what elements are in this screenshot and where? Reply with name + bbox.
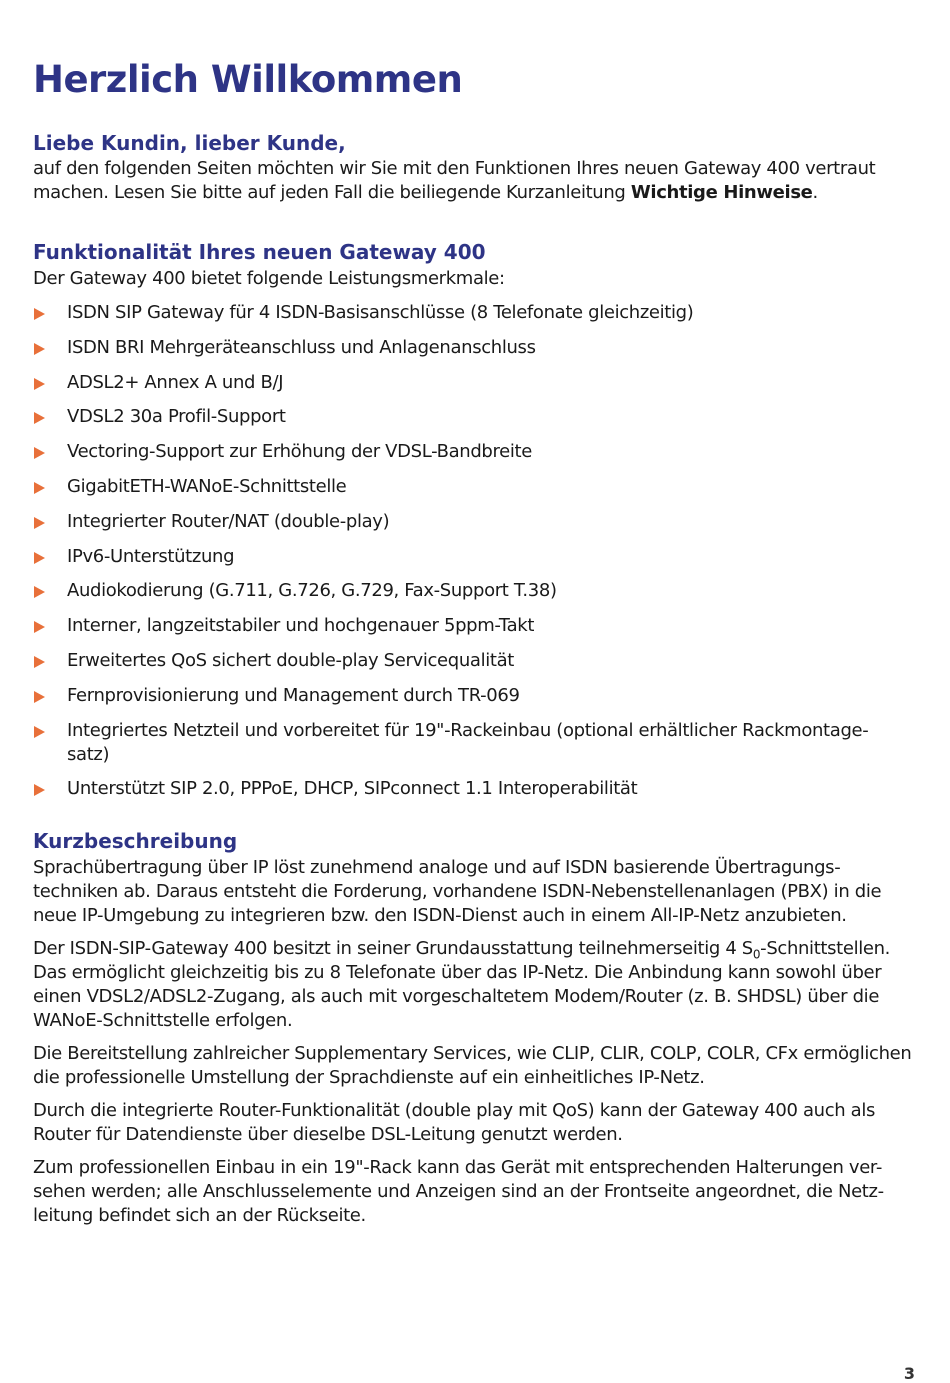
feature-text: Unterstützt SIP 2.0, PPPoE, DHCP, SIPconnect 1.1 Interoperabilität: [67, 778, 638, 800]
feature-list: [33, 301, 915, 801]
short-description-heading: Kurzbeschreibung: [33, 829, 238, 854]
feature-text: Erweitertes QoS sichert double-play Servicequalität: [67, 649, 514, 671]
description-paragraph: Sprachübertragung über IP löst zunehmend analoge und auf ISDN basierende Übertragungs- techniken ab. Daraus entsteht die Forderung, vorhandene ISDN-Nebenstellenanlagen (PBX) in die neue IP-Umgebung zu integrieren bzw. den ISDN-Dienst auch in einem All-IP-Netz anzubieten.: [33, 857, 882, 927]
feature-item: [33, 545, 915, 569]
greeting-text: [33, 157, 915, 205]
page-number: 3: [903, 1364, 915, 1383]
bullet-arrow-icon: [34, 447, 45, 459]
feature-text: Integrierter Router/NAT (double-play): [67, 510, 390, 532]
page-title: Herzlich Willkommen: [33, 58, 463, 101]
bullet-arrow-icon: [34, 784, 45, 796]
functionality-heading: Funktionalität Ihres neuen Gateway 400: [33, 240, 486, 264]
feature-item: [33, 614, 915, 638]
subscript-zero: 0: [752, 947, 761, 962]
feature-text: Interner, langzeitstabiler und hochgenauer 5ppm-Takt: [67, 615, 535, 637]
bullet-arrow-icon: [34, 552, 45, 564]
bullet-arrow-icon: [34, 656, 45, 668]
bullet-arrow-icon: [34, 517, 45, 529]
bullet-arrow-icon: [34, 586, 45, 598]
bullet-arrow-icon: [34, 412, 45, 424]
feature-text: ISDN SIP Gateway für 4 ISDN-Basisanschlüsse (8 Telefonate gleichzeitig): [67, 302, 694, 323]
feature-item: [33, 475, 915, 499]
bullet-arrow-icon: [34, 726, 45, 738]
feature-item: [33, 719, 915, 767]
feature-text: ADSL2+ Annex A und B/J: [67, 371, 284, 393]
feature-text: Integriertes Netzteil und vorbereitet für 19"-Rackeinbau (optional erhältlicher Rackmontage- satz): [67, 719, 869, 765]
feature-item: [33, 336, 915, 360]
feature-item: [33, 579, 915, 603]
feature-item: [33, 371, 915, 395]
feature-text: Vectoring-Support zur Erhöhung der VDSL-Bandbreite: [67, 441, 532, 463]
description-paragraph: Zum professionellen Einbau in ein 19"-Rack kann das Gerät mit entsprechenden Halterungen ver- sehen werden; alle Anschlusselemente und Anzeigen sind an der Frontseite angeordnet, die Netz- leitung befindet sich an der Rückseite.: [33, 1157, 884, 1227]
feature-item: [33, 405, 915, 429]
feature-text: VDSL2 30a Profil-Support: [67, 406, 286, 428]
bullet-arrow-icon: [34, 482, 45, 494]
feature-text: ISDN BRI Mehrgeräteanschluss und Anlagenanschluss: [67, 336, 536, 358]
feature-text: IPv6-Unterstützung: [67, 545, 235, 567]
functionality-intro: Der Gateway 400 bietet folgende Leistungsmerkmale:: [33, 268, 505, 289]
greeting-text-bold: Wichtige Hinweise: [630, 182, 813, 203]
bullet-arrow-icon: [34, 308, 45, 320]
bullet-arrow-icon: [34, 691, 45, 703]
greeting-text-start: auf den folgenden Seiten möchten wir Sie mit den Funktionen Ihres neuen Gateway 400 vertraut machen. Lesen Sie bitte auf jeden Fall die beiliegende Kurzanleitung: [33, 158, 876, 203]
description-text: -Schnittstellen. Das ermöglicht gleichzeitig bis zu 8 Telefonate über das IP-Netz. Die Anbindung kann sowohl über einen VDSL2/ADSL2-Zugang, als auch mit vorgeschaltetem Modem/Router (z. B. SHDSL) über die WANoE-Schnittstelle erfolgen.: [33, 938, 891, 1032]
feature-item: [33, 777, 915, 801]
short-description-body: [33, 856, 915, 1228]
document-page: [33, 58, 915, 1228]
feature-item: [33, 510, 915, 534]
feature-item: [33, 301, 915, 325]
bullet-arrow-icon: [34, 343, 45, 355]
description-paragraph: Durch die integrierte Router-Funktionalität (double play mit QoS) kann der Gateway 400 auch als Router für Datendienste über dieselbe DSL-Leitung genutzt werden.: [33, 1100, 876, 1146]
greeting-text-end: .: [812, 182, 818, 203]
feature-text: GigabitETH-WANoE-Schnittstelle: [67, 475, 347, 497]
feature-item: [33, 649, 915, 673]
description-paragraph: [33, 937, 915, 1033]
feature-item: [33, 440, 915, 464]
bullet-arrow-icon: [34, 378, 45, 390]
description-paragraph: Die Bereitstellung zahlreicher Supplementary Services, wie CLIP, CLIR, COLP, COLR, CFx ermöglichen die professionelle Umstellung der Sprachdienste auf ein einheitliches IP-Netz.: [33, 1043, 912, 1089]
bullet-arrow-icon: [34, 621, 45, 633]
feature-item: [33, 684, 915, 708]
feature-text: Audiokodierung (G.711, G.726, G.729, Fax-Support T.38): [67, 580, 557, 602]
description-text: Der ISDN-SIP-Gateway 400 besitzt in seiner Grundausstattung teilnehmerseitig 4 S: [33, 938, 753, 960]
feature-text: Fernprovisionierung und Management durch TR-069: [67, 684, 520, 706]
greeting-heading: Liebe Kundin, lieber Kunde,: [33, 131, 346, 155]
